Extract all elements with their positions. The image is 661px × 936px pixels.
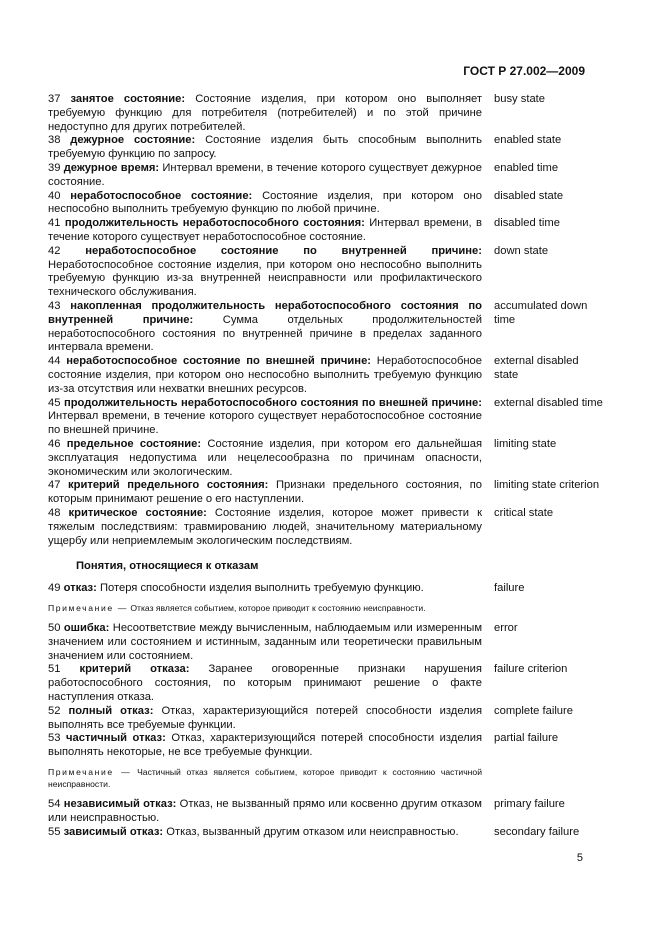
- english-equivalent: error: [494, 622, 518, 635]
- entry-number: 38: [48, 134, 61, 147]
- term-entry-55: [48, 826, 614, 840]
- entry-number: 52: [48, 704, 61, 717]
- entry-number: 54: [48, 798, 61, 811]
- definition: Сумма отдельных продолжительностей неработоспособного состояния по внутренней причине в пределах заданного интервала времени.: [48, 313, 482, 354]
- english-equivalent: primary failure: [494, 798, 565, 811]
- term-entry-44: [48, 355, 614, 396]
- english-equivalent: limiting state criterion: [494, 479, 600, 492]
- definition: Признаки предельного состояния, по которым принимают решение о его наступлении.: [48, 479, 482, 506]
- term-entry-42: [48, 245, 614, 300]
- definition: Отказ, характеризующийся потерей способности изделия выполнять все требуемые функции.: [48, 704, 483, 731]
- note-label: Примечание —: [48, 603, 128, 614]
- entry-number: 47: [48, 479, 61, 492]
- term-entry-49: [48, 582, 614, 596]
- definition: Состояние изделия, которое может привести к тяжелым последствиям: травмированию людей, значительному материальному ущербу или неприемлемым экологическим последствиям.: [48, 506, 482, 547]
- term-entry-52: [48, 705, 614, 733]
- term-entry-48: [48, 507, 614, 548]
- entry-number: 51: [48, 663, 61, 676]
- term: неработоспособное состояние по внутренней причине:: [85, 244, 482, 257]
- term-entry-45: [48, 397, 614, 438]
- entry-number: 42: [48, 244, 61, 257]
- entry-number: 40: [48, 189, 61, 202]
- english-equivalent: critical state: [494, 506, 554, 519]
- entry-number: 48: [48, 506, 61, 519]
- entry-number: 41: [48, 217, 61, 230]
- definition: Неработоспособное состояние изделия, при котором оно неспособно выполнить требуемую функцию из-за отсутствия или нехватки внешних ресурсов.: [48, 355, 482, 395]
- definition: Интервал времени, в течение которого существует дежурное состояние.: [48, 161, 482, 188]
- definition: Интервал времени, в течение которого существует неработоспособное состояние по внешней причине.: [48, 410, 482, 437]
- english-equivalent: enabled state: [494, 134, 562, 147]
- entry-number: 46: [48, 437, 61, 450]
- definition: Состояние изделия, при котором его дальнейшая эксплуатация недопустима или нецелесообразна по причинам опасности, экономическим или экологическим.: [48, 437, 483, 478]
- english-equivalent: accumulated down time: [494, 299, 588, 326]
- note-2: [48, 766, 482, 790]
- english-equivalent: failure: [494, 582, 525, 595]
- definition: Несоответствие между вычисленным, наблюдаемым или измеренным значением или состоянием и истинным, заданным или теоретически правильным значением или состоянием.: [48, 622, 483, 662]
- definition: Состояние изделия быть способным выполнить требуемую функцию по запросу.: [48, 134, 483, 161]
- definition: Интервал времени, в течение которого существует неработоспособное состояние.: [48, 217, 482, 243]
- definition: Потеря способности изделия выполнить требуемую функцию.: [99, 582, 424, 595]
- definition: Отказ, вызванный другим отказом или неисправностью.: [166, 825, 459, 838]
- definition: Состояние изделия, при котором оно неспособно выполнить требуемую функцию по любой причине.: [48, 189, 483, 216]
- term: неработоспособное состояние по внешней причине:: [66, 355, 372, 368]
- english-equivalent: down state: [494, 244, 549, 257]
- term: продолжительность неработоспособного состояния:: [64, 217, 365, 230]
- english-equivalent: enabled time: [494, 161, 559, 174]
- term-entry-47: [48, 479, 614, 507]
- term-entry-41: [48, 217, 614, 245]
- note-text: Отказ является событием, которое приводит к состоянию неисправности.: [130, 603, 426, 614]
- term: критерий отказа:: [79, 663, 190, 676]
- definition: Заранее оговоренные признаки нарушения работоспособного состояния, по которым принимают решение о факте наступления отказа.: [48, 663, 482, 704]
- term: частичный отказ:: [66, 732, 166, 745]
- english-equivalent: failure criterion: [494, 663, 568, 676]
- english-equivalent: disabled state: [494, 189, 564, 202]
- entry-number: 44: [48, 355, 61, 368]
- english-equivalent: external disabled time: [494, 396, 603, 409]
- definition: Отказ, характеризующийся потерей способности изделия выполнять некоторые, не все требуемые функции.: [48, 732, 483, 759]
- term: зависимый отказ:: [63, 825, 164, 838]
- entry-number: 43: [48, 299, 61, 312]
- term: дежурное состояние:: [70, 134, 196, 147]
- english-equivalent: secondary failure: [494, 825, 580, 838]
- term-entry-39: [48, 162, 614, 190]
- note-text: Частичный отказ является событием, которое приводит к состоянию частичной неисправности.: [48, 767, 483, 790]
- term: предельное состояние:: [66, 437, 202, 450]
- term: накопленная продолжительность неработоспособного состояния по внутренней причине:: [48, 299, 483, 326]
- term-entry-37: [48, 93, 614, 134]
- term: отказ:: [63, 582, 97, 595]
- term-entry-54: [48, 798, 614, 826]
- term-entry-53: [48, 732, 614, 760]
- term: неработоспособное состояние:: [70, 189, 253, 202]
- entry-number: 55: [48, 825, 61, 838]
- term-entry-51: [48, 663, 614, 704]
- term: критерий предельного состояния:: [68, 479, 269, 492]
- page-number: 5: [576, 852, 583, 864]
- entry-number: 50: [48, 622, 61, 635]
- document-header: ГОСТ Р 27.002—2009: [463, 64, 585, 78]
- section-title: Понятия, относящиеся к отказам: [76, 560, 259, 573]
- note-label: Примечание —: [48, 767, 132, 778]
- term: полный отказ:: [68, 704, 154, 717]
- english-equivalent: disabled time: [494, 217, 560, 230]
- definition: Отказ, не вызванный прямо или косвенно другим отказом или неисправностью.: [48, 798, 482, 824]
- term: занятое состояние:: [70, 93, 186, 105]
- definition: Неработоспособное состояние изделия, при котором оно неспособно выполнить требуемую функцию из-за внутренней неисправности или профилактического технического обслуживания.: [48, 258, 482, 299]
- english-equivalent: complete failure: [494, 704, 573, 717]
- term: критическое состояние:: [68, 506, 207, 519]
- english-equivalent: busy state: [494, 93, 545, 105]
- entry-number: 45: [48, 396, 61, 409]
- terms-list: [48, 93, 614, 839]
- term-entry-46: [48, 438, 614, 479]
- entry-number: 53: [48, 732, 61, 745]
- note-1: [48, 602, 482, 614]
- english-equivalent: limiting state: [494, 437, 557, 450]
- term: ошибка:: [63, 622, 110, 635]
- definition: Состояние изделия, при котором оно выполняет требуемую функцию для потребителя (потребителей) и по этой причине недоступно для других потребителей.: [48, 93, 483, 133]
- english-equivalent: partial failure: [494, 732, 559, 745]
- term: дежурное время:: [63, 161, 160, 174]
- term-entry-38: [48, 134, 614, 162]
- term-entry-43: [48, 300, 614, 355]
- entry-number: 39: [48, 161, 61, 174]
- term: независимый отказ:: [63, 798, 177, 811]
- english-equivalent: external disabled state: [494, 355, 579, 381]
- term-entry-50: [48, 622, 614, 663]
- entry-number: 37: [48, 93, 61, 105]
- term: продолжительность неработоспособного состояния по внешней причине:: [63, 396, 482, 409]
- term-entry-40: [48, 190, 614, 218]
- entry-number: 49: [48, 582, 61, 595]
